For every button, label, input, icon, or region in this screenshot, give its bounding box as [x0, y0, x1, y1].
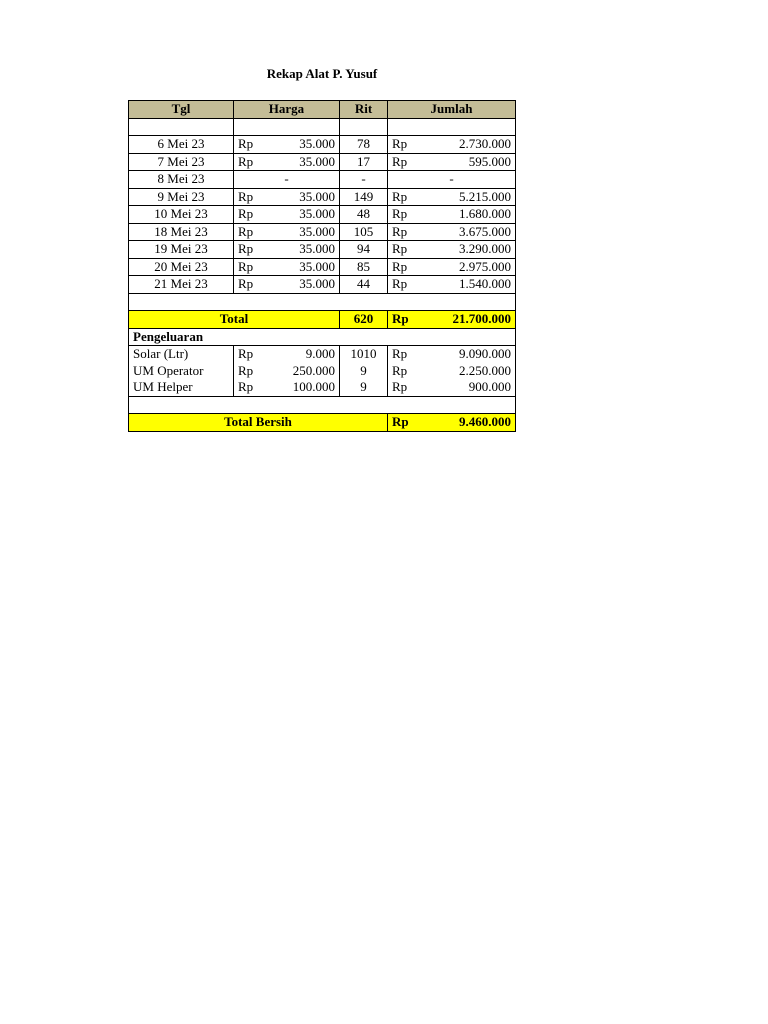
row-jumlah: 2.975.000: [426, 258, 516, 276]
row-jumlah: 1.680.000: [426, 206, 516, 224]
row-rit: 149: [340, 188, 388, 206]
row-harga: 35.000: [270, 223, 340, 241]
row-harga-currency: Rp: [234, 276, 270, 294]
header-rit: Rit: [340, 101, 388, 119]
row-harga-currency: Rp: [234, 258, 270, 276]
table-row: [129, 276, 516, 294]
row-tgl: 7 Mei 23: [129, 153, 234, 171]
row-harga-currency: Rp: [234, 223, 270, 241]
row-jumlah: 1.540.000: [426, 276, 516, 294]
expense-row: [129, 346, 516, 363]
page-title: Rekap Alat P. Yusuf: [266, 66, 378, 81]
expense-jumlah: 9.090.000: [426, 346, 516, 363]
expense-rows: [129, 346, 516, 397]
table-row: [129, 188, 516, 206]
row-tgl: 20 Mei 23: [129, 258, 234, 276]
expense-qty: 9: [340, 379, 388, 396]
row-jumlah: 2.730.000: [426, 136, 516, 154]
row-jumlah-currency: Rp: [388, 223, 426, 241]
table-row: [129, 258, 516, 276]
header-harga: Harga: [234, 101, 340, 119]
row-rit: 78: [340, 136, 388, 154]
spacer-row-2: [129, 396, 516, 414]
row-jumlah: 595.000: [426, 153, 516, 171]
row-rit: 105: [340, 223, 388, 241]
expense-name: UM Operator: [129, 363, 234, 380]
expense-jumlah: 900.000: [426, 379, 516, 396]
expense-jumlah: 2.250.000: [426, 363, 516, 380]
data-rows: [129, 136, 516, 294]
expense-qty: 9: [340, 363, 388, 380]
table-row: [129, 153, 516, 171]
table-row: [129, 171, 516, 189]
row-harga: 35.000: [270, 276, 340, 294]
row-rit: 17: [340, 153, 388, 171]
expense-jumlah-currency: Rp: [388, 363, 426, 380]
row-tgl: 6 Mei 23: [129, 136, 234, 154]
row-tgl: 9 Mei 23: [129, 188, 234, 206]
row-tgl: 21 Mei 23: [129, 276, 234, 294]
table-row: [129, 223, 516, 241]
expense-row: [129, 379, 516, 396]
expense-harga: 250.000: [270, 363, 340, 380]
row-harga-currency: Rp: [234, 136, 270, 154]
row-jumlah-currency: Rp: [388, 241, 426, 259]
row-jumlah: 3.675.000: [426, 223, 516, 241]
row-harga: 35.000: [270, 136, 340, 154]
expense-harga-currency: Rp: [234, 363, 270, 380]
table-row: [129, 206, 516, 224]
row-harga: 35.000: [270, 153, 340, 171]
rekap-table: [128, 100, 516, 432]
total-bersih-currency: Rp: [388, 414, 426, 432]
row-harga-currency: Rp: [234, 188, 270, 206]
expense-harga: 100.000: [270, 379, 340, 396]
expense-harga-currency: Rp: [234, 346, 270, 363]
expense-jumlah-currency: Rp: [388, 346, 426, 363]
expense-qty: 1010: [340, 346, 388, 363]
blank-row: [129, 118, 516, 136]
pengeluaran-header-row: [129, 328, 516, 346]
row-jumlah-currency: Rp: [388, 258, 426, 276]
row-harga: 35.000: [270, 258, 340, 276]
expense-name: Solar (Ltr): [129, 346, 234, 363]
row-jumlah: 5.215.000: [426, 188, 516, 206]
expense-jumlah-currency: Rp: [388, 379, 426, 396]
total-bersih-row: [129, 414, 516, 432]
row-rit: 85: [340, 258, 388, 276]
spacer-row: [129, 293, 516, 311]
total-rit: 620: [340, 311, 388, 329]
row-rit: 48: [340, 206, 388, 224]
row-harga: -: [234, 171, 340, 189]
total-label: Total: [129, 311, 340, 329]
row-harga: 35.000: [270, 206, 340, 224]
row-harga: 35.000: [270, 241, 340, 259]
table-row: [129, 136, 516, 154]
total-bersih-amount: 9.460.000: [426, 414, 516, 432]
pengeluaran-label: Pengeluaran: [129, 328, 516, 346]
expense-name: UM Helper: [129, 379, 234, 396]
row-jumlah-currency: Rp: [388, 188, 426, 206]
row-rit: -: [340, 171, 388, 189]
row-jumlah: -: [388, 171, 516, 189]
row-rit: 44: [340, 276, 388, 294]
expense-harga-currency: Rp: [234, 379, 270, 396]
expense-row: [129, 363, 516, 380]
table-row: [129, 241, 516, 259]
row-jumlah-currency: Rp: [388, 153, 426, 171]
header-tgl: Tgl: [129, 101, 234, 119]
row-harga-currency: Rp: [234, 241, 270, 259]
total-currency: Rp: [388, 311, 426, 329]
table-header-row: [129, 101, 516, 119]
expense-harga: 9.000: [270, 346, 340, 363]
total-bersih-label: Total Bersih: [129, 414, 388, 432]
row-harga-currency: Rp: [234, 153, 270, 171]
row-jumlah-currency: Rp: [388, 206, 426, 224]
row-jumlah: 3.290.000: [426, 241, 516, 259]
row-harga: 35.000: [270, 188, 340, 206]
row-jumlah-currency: Rp: [388, 276, 426, 294]
row-jumlah-currency: Rp: [388, 136, 426, 154]
row-tgl: 18 Mei 23: [129, 223, 234, 241]
row-harga-currency: Rp: [234, 206, 270, 224]
total-amount: 21.700.000: [426, 311, 516, 329]
row-tgl: 10 Mei 23: [129, 206, 234, 224]
total-row: [129, 311, 516, 329]
row-tgl: 8 Mei 23: [129, 171, 234, 189]
header-jumlah: Jumlah: [388, 101, 516, 119]
row-rit: 94: [340, 241, 388, 259]
row-tgl: 19 Mei 23: [129, 241, 234, 259]
